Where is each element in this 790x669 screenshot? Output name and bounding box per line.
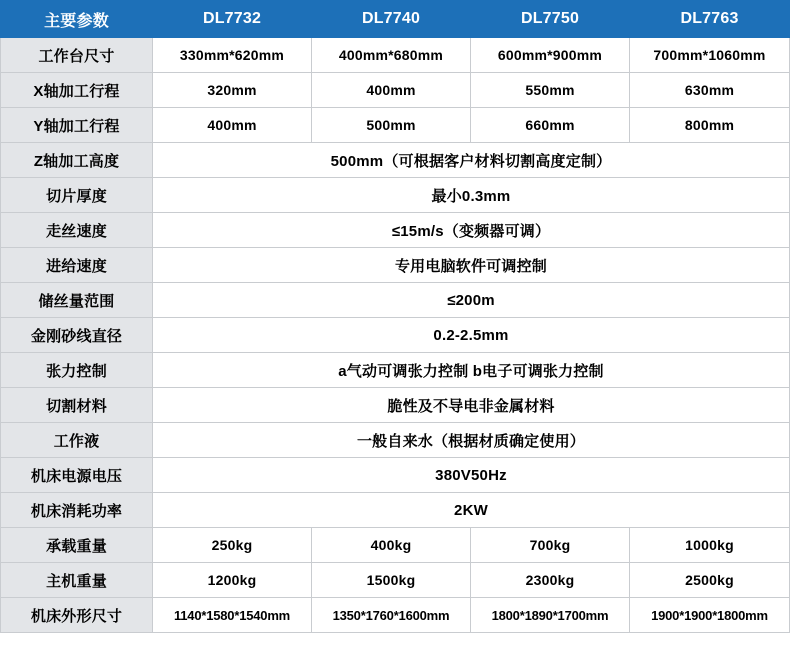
param-label: 主机重量 [1,563,153,598]
table-row [1,108,790,143]
param-value-model-4: 1900*1900*1800mm [630,598,790,633]
param-label: 工作液 [1,423,153,458]
table-row [1,143,790,178]
table-row [1,353,790,388]
table-row [1,388,790,423]
param-label: 承载重量 [1,528,153,563]
table-row [1,318,790,353]
param-value-model-2: 1350*1760*1600mm [312,598,471,633]
table-row [1,73,790,108]
param-label: 机床外形尺寸 [1,598,153,633]
param-value-all-models: ≤200m [153,283,790,318]
param-value-model-4: 700mm*1060mm [630,38,790,73]
table-row [1,178,790,213]
table-row [1,528,790,563]
param-value-model-4: 1000kg [630,528,790,563]
param-value-model-3: 1800*1890*1700mm [471,598,630,633]
header-cell-model-3: DL7750 [471,1,630,38]
param-label: 走丝速度 [1,213,153,248]
table-row [1,283,790,318]
header-row [1,1,790,38]
param-value-all-models: 380V50Hz [153,458,790,493]
table-row [1,248,790,283]
param-label: 切割材料 [1,388,153,423]
param-value-model-4: 2500kg [630,563,790,598]
table-row [1,563,790,598]
table-header [1,1,790,38]
param-value-all-models: 500mm（可根据客户材料切割高度定制） [153,143,790,178]
param-value-model-2: 500mm [312,108,471,143]
param-value-model-2: 1500kg [312,563,471,598]
param-value-all-models: 最小0.3mm [153,178,790,213]
param-value-model-1: 320mm [153,73,312,108]
table-row [1,458,790,493]
header-cell-param: 主要参数 [1,1,153,38]
param-label: 机床电源电压 [1,458,153,493]
table-row [1,493,790,528]
param-value-all-models: 一般自来水（根据材质确定使用） [153,423,790,458]
table-row [1,38,790,73]
header-cell-model-4: DL7763 [630,1,790,38]
param-label: Y轴加工行程 [1,108,153,143]
param-value-model-3: 2300kg [471,563,630,598]
param-value-model-3: 600mm*900mm [471,38,630,73]
param-value-model-4: 800mm [630,108,790,143]
param-value-all-models: 0.2-2.5mm [153,318,790,353]
table-row [1,423,790,458]
param-value-model-1: 250kg [153,528,312,563]
param-value-model-2: 400mm [312,73,471,108]
param-label: 张力控制 [1,353,153,388]
param-value-model-2: 400mm*680mm [312,38,471,73]
param-value-all-models: 2KW [153,493,790,528]
param-value-all-models: 脆性及不导电非金属材料 [153,388,790,423]
param-label: X轴加工行程 [1,73,153,108]
param-label: 金刚砂线直径 [1,318,153,353]
param-value-model-1: 1140*1580*1540mm [153,598,312,633]
table-body [1,38,790,633]
header-cell-model-1: DL7732 [153,1,312,38]
param-value-model-1: 1200kg [153,563,312,598]
param-value-model-1: 330mm*620mm [153,38,312,73]
param-value-model-3: 550mm [471,73,630,108]
param-value-model-4: 630mm [630,73,790,108]
table-row [1,213,790,248]
param-value-model-3: 700kg [471,528,630,563]
header-cell-model-2: DL7740 [312,1,471,38]
param-value-model-2: 400kg [312,528,471,563]
param-label: 进给速度 [1,248,153,283]
param-value-model-3: 660mm [471,108,630,143]
param-value-model-1: 400mm [153,108,312,143]
param-label: Z轴加工高度 [1,143,153,178]
param-value-all-models: ≤15m/s（变频器可调） [153,213,790,248]
param-label: 切片厚度 [1,178,153,213]
param-label: 工作台尺寸 [1,38,153,73]
param-label: 机床消耗功率 [1,493,153,528]
table-row [1,598,790,633]
param-value-all-models: 专用电脑软件可调控制 [153,248,790,283]
param-value-all-models: a气动可调张力控制 b电子可调张力控制 [153,353,790,388]
param-label: 储丝量范围 [1,283,153,318]
